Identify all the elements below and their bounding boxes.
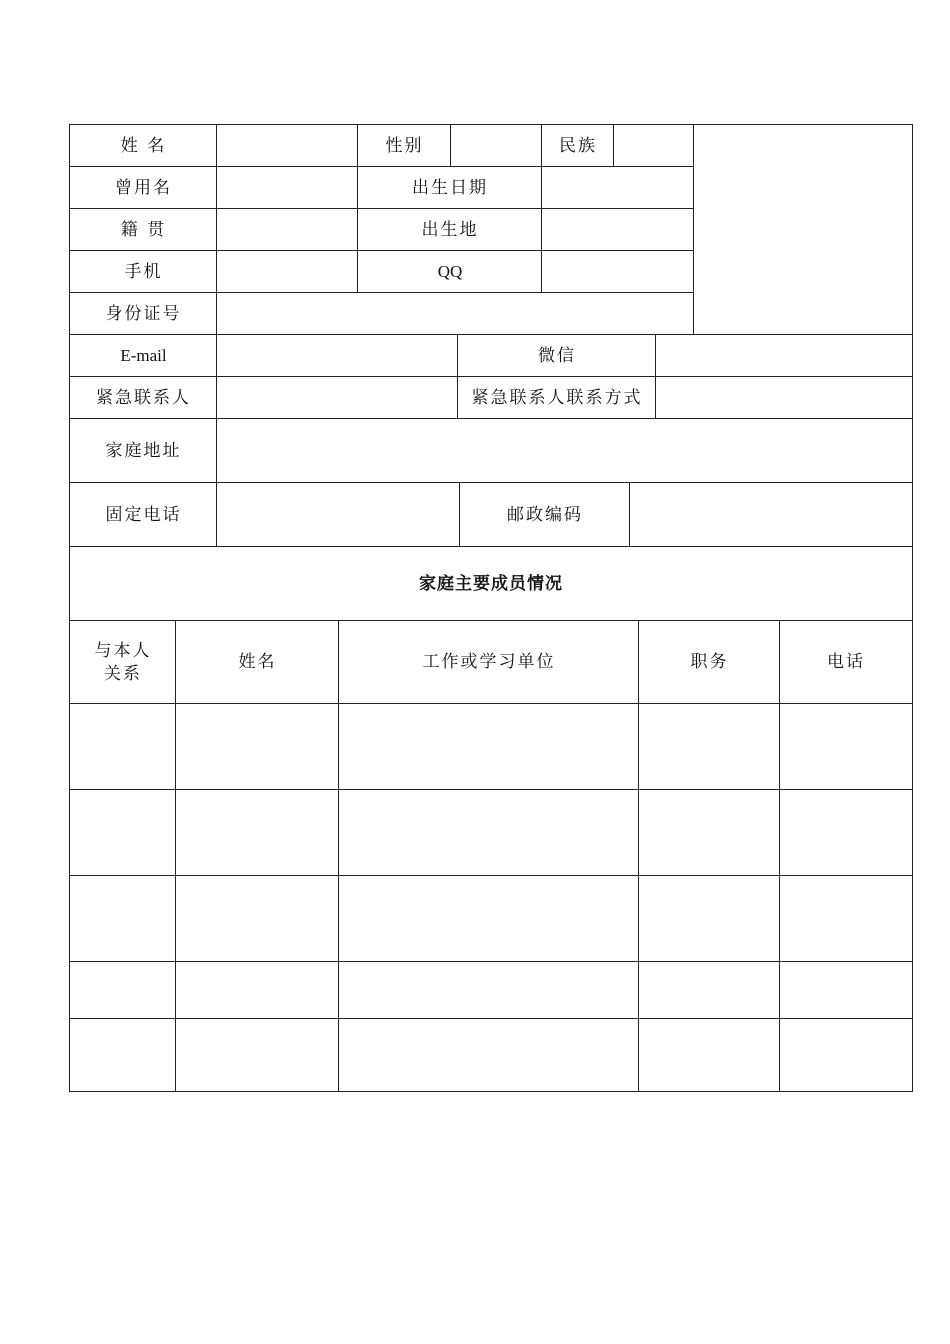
family-section-title: 家庭主要成员情况 bbox=[69, 546, 913, 621]
birthplace-label: 出生地 bbox=[357, 208, 542, 251]
family-row-5-phone[interactable] bbox=[779, 1018, 913, 1092]
family-row-4-name[interactable] bbox=[175, 961, 339, 1019]
family-header-work-unit: 工作或学习单位 bbox=[338, 620, 639, 704]
family-row-5-name[interactable] bbox=[175, 1018, 339, 1092]
gender-label: 性别 bbox=[357, 124, 451, 167]
family-row-3-name[interactable] bbox=[175, 875, 339, 962]
emergency-contact-field[interactable] bbox=[216, 376, 458, 419]
postal-code-field[interactable] bbox=[629, 482, 913, 547]
family-row-1-phone[interactable] bbox=[779, 703, 913, 790]
birth-date-label: 出生日期 bbox=[357, 166, 542, 209]
family-row-2-relation[interactable] bbox=[69, 789, 176, 876]
ethnicity-field[interactable] bbox=[613, 124, 694, 167]
gender-field[interactable] bbox=[450, 124, 542, 167]
family-row-3-phone[interactable] bbox=[779, 875, 913, 962]
family-row-3-position[interactable] bbox=[638, 875, 780, 962]
landline-field[interactable] bbox=[216, 482, 460, 547]
family-row-5-relation[interactable] bbox=[69, 1018, 176, 1092]
family-row-2-work-unit[interactable] bbox=[338, 789, 639, 876]
family-header-relation-text: 与本人关系 bbox=[94, 640, 152, 684]
family-row-1-position[interactable] bbox=[638, 703, 780, 790]
wechat-label: 微信 bbox=[457, 334, 656, 377]
landline-label: 固定电话 bbox=[69, 482, 217, 547]
photo-box[interactable] bbox=[693, 124, 913, 335]
family-row-4-work-unit[interactable] bbox=[338, 961, 639, 1019]
family-row-4-position[interactable] bbox=[638, 961, 780, 1019]
family-header-position: 职务 bbox=[638, 620, 780, 704]
former-name-label: 曾用名 bbox=[69, 166, 217, 209]
family-header-phone: 电话 bbox=[779, 620, 913, 704]
family-row-2-position[interactable] bbox=[638, 789, 780, 876]
family-row-3-relation[interactable] bbox=[69, 875, 176, 962]
home-address-label: 家庭地址 bbox=[69, 418, 217, 483]
native-place-field[interactable] bbox=[216, 208, 358, 251]
ethnicity-label: 民族 bbox=[541, 124, 614, 167]
birthplace-field[interactable] bbox=[541, 208, 694, 251]
qq-label: QQ bbox=[357, 250, 542, 293]
family-row-1-name[interactable] bbox=[175, 703, 339, 790]
birth-date-field[interactable] bbox=[541, 166, 694, 209]
id-number-field[interactable] bbox=[216, 292, 694, 335]
id-number-label: 身份证号 bbox=[69, 292, 217, 335]
native-place-label: 籍 贯 bbox=[69, 208, 217, 251]
email-field[interactable] bbox=[216, 334, 458, 377]
emergency-contact-phone-label: 紧急联系人联系方式 bbox=[457, 376, 656, 419]
name-label: 姓 名 bbox=[69, 124, 217, 167]
wechat-field[interactable] bbox=[655, 334, 913, 377]
family-row-2-name[interactable] bbox=[175, 789, 339, 876]
family-row-1-relation[interactable] bbox=[69, 703, 176, 790]
family-row-5-work-unit[interactable] bbox=[338, 1018, 639, 1092]
family-header-name: 姓名 bbox=[175, 620, 339, 704]
family-row-3-work-unit[interactable] bbox=[338, 875, 639, 962]
mobile-label: 手机 bbox=[69, 250, 217, 293]
home-address-field[interactable] bbox=[216, 418, 913, 483]
family-row-5-position[interactable] bbox=[638, 1018, 780, 1092]
name-field[interactable] bbox=[216, 124, 358, 167]
emergency-contact-label: 紧急联系人 bbox=[69, 376, 217, 419]
family-header-relation bbox=[69, 620, 176, 704]
emergency-contact-phone-field[interactable] bbox=[655, 376, 913, 419]
qq-field[interactable] bbox=[541, 250, 694, 293]
email-label: E-mail bbox=[69, 334, 217, 377]
postal-code-label: 邮政编码 bbox=[459, 482, 630, 547]
family-row-4-relation[interactable] bbox=[69, 961, 176, 1019]
mobile-field[interactable] bbox=[216, 250, 358, 293]
family-row-4-phone[interactable] bbox=[779, 961, 913, 1019]
family-row-2-phone[interactable] bbox=[779, 789, 913, 876]
family-row-1-work-unit[interactable] bbox=[338, 703, 639, 790]
former-name-field[interactable] bbox=[216, 166, 358, 209]
